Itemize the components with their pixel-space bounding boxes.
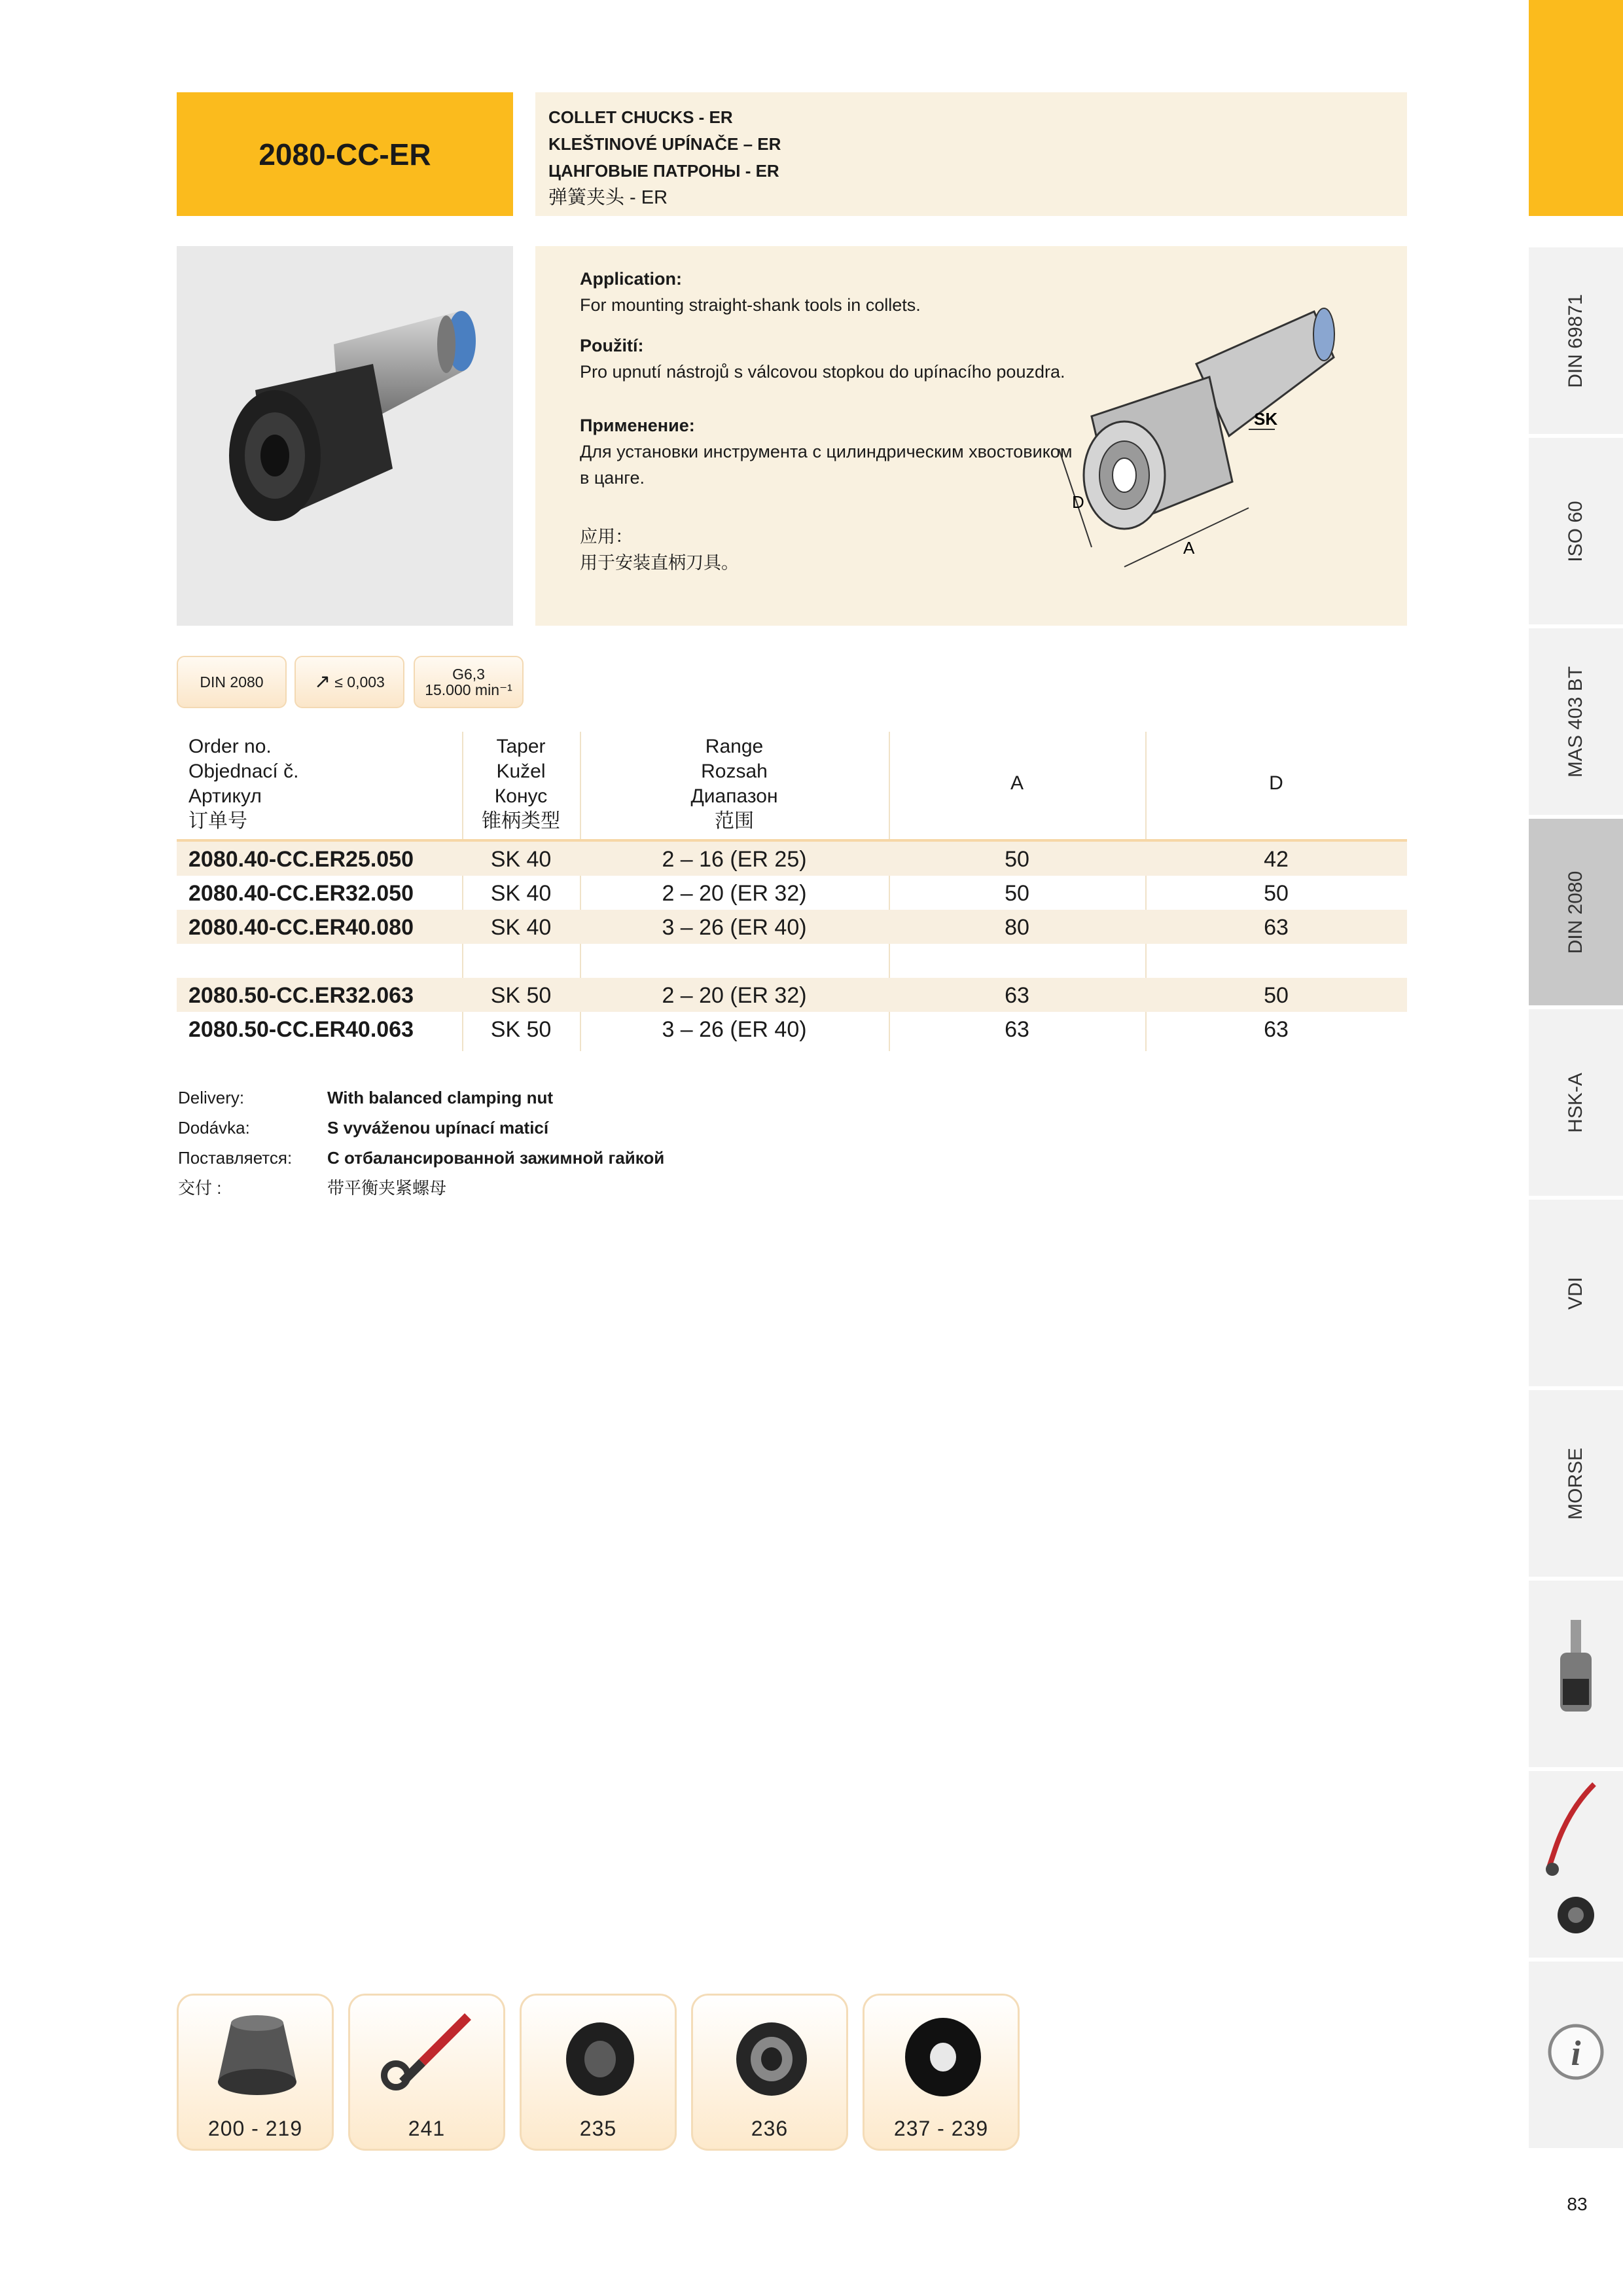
drawing-label-sk: SK xyxy=(1254,409,1278,429)
delivery-label-zh: 交付 : xyxy=(178,1178,222,1198)
header-taper xyxy=(462,734,580,834)
order-table xyxy=(177,732,1407,1052)
taper-cell: SK 50 xyxy=(490,1017,552,1042)
table-row xyxy=(177,910,1407,944)
tab-label: DIN 2080 xyxy=(1565,870,1586,954)
delivery-label-ru: Поставляется: xyxy=(178,1148,293,1168)
application-zh-heading: 应用： xyxy=(580,527,633,547)
balance-speed: 15.000 min⁻¹ xyxy=(425,681,512,698)
wrench-icon xyxy=(376,2010,481,2102)
product-photo xyxy=(177,246,513,626)
product-title-block xyxy=(535,92,1407,216)
delivery-value-en: With balanced clamping nut xyxy=(327,1088,554,1107)
taper-cell: SK 40 xyxy=(490,847,552,872)
delivery-value-zh: 带平衡夹紧螺母 xyxy=(327,1178,447,1198)
delivery-labels xyxy=(178,1083,292,1203)
tab-morse[interactable] xyxy=(1529,1390,1623,1579)
header-range xyxy=(580,734,889,834)
drawing-label-a: A xyxy=(1183,538,1195,558)
tab-label: DIN 69871 xyxy=(1565,293,1586,388)
info-icon xyxy=(1529,1962,1623,2150)
tab-din-69871[interactable] xyxy=(1529,247,1623,436)
application-zh-text: 用于安装直柄刀具。 xyxy=(580,553,739,573)
range-cell: 2 – 20 (ER 32) xyxy=(662,881,807,906)
range-cell: 3 – 26 (ER 40) xyxy=(662,915,807,940)
application-en-heading: Application: xyxy=(580,269,682,289)
accessory-page-ref: 237 - 239 xyxy=(893,2117,989,2140)
title-en: COLLET CHUCKS - ER xyxy=(548,107,733,127)
header-order xyxy=(188,734,298,834)
accessory-collets[interactable] xyxy=(177,1994,334,2151)
header-taper-en: Taper xyxy=(496,736,546,757)
order-number: 2080.50-CC.ER32.063 xyxy=(188,983,414,1008)
application-en-text: For mounting straight-shank tools in collets. xyxy=(580,295,921,315)
product-code: 2080-CC-ER xyxy=(177,92,513,216)
a-cell: 80 xyxy=(1005,915,1029,940)
balance-badge xyxy=(414,656,524,708)
table-row xyxy=(177,876,1407,910)
runout-badge-label: ≤ 0,003 xyxy=(334,673,385,691)
range-cell: 2 – 20 (ER 32) xyxy=(662,983,807,1008)
header-order-ru: Артикул xyxy=(188,785,262,807)
application-panel xyxy=(535,246,1407,626)
tab-din-2080[interactable] xyxy=(1529,819,1623,1007)
taper-cell: SK 50 xyxy=(490,983,552,1008)
header-order-en: Order no. xyxy=(188,736,272,757)
tab-drill-chuck[interactable] xyxy=(1529,1581,1623,1769)
header-range-en: Range xyxy=(705,736,764,757)
header-a: A xyxy=(1010,772,1024,794)
application-cz-heading: Použití: xyxy=(580,336,644,355)
drawing-label-d: D xyxy=(1072,492,1084,512)
delivery-value-cz: S vyváženou upínací maticí xyxy=(327,1118,549,1138)
wrench-nut-icon xyxy=(1529,1771,1623,1960)
header-order-cz: Objednací č. xyxy=(188,761,299,782)
din-badge xyxy=(177,656,287,708)
sealing-nut-icon xyxy=(891,2010,995,2102)
application-ru-text-2: в цанге. xyxy=(580,468,645,488)
header-range-cz: Rozsah xyxy=(701,761,768,782)
accessory-bearing-nut[interactable] xyxy=(691,1994,848,2151)
accessory-page-ref: 200 - 219 xyxy=(207,2117,303,2140)
a-cell: 63 xyxy=(1005,1017,1029,1042)
order-number: 2080.40-CC.ER40.080 xyxy=(188,915,414,940)
accessory-sealing-nut[interactable] xyxy=(863,1994,1020,2151)
delivery-values xyxy=(327,1083,664,1203)
a-cell: 50 xyxy=(1005,847,1029,872)
accessory-page-ref: 235 xyxy=(579,2117,617,2140)
collet-chuck-photo xyxy=(177,246,513,626)
runout-arrow-icon: ↗ xyxy=(314,671,331,692)
d-cell: 50 xyxy=(1264,983,1289,1008)
delivery-label-en: Delivery: xyxy=(178,1088,245,1107)
d-cell: 42 xyxy=(1264,847,1289,872)
order-number: 2080.40-CC.ER25.050 xyxy=(188,847,414,872)
tab-mas-403-bt[interactable] xyxy=(1529,628,1623,817)
tab-vdi[interactable] xyxy=(1529,1200,1623,1388)
accessory-page-ref: 241 xyxy=(408,2117,446,2140)
accessory-wrench[interactable] xyxy=(348,1994,505,2151)
header-d: D xyxy=(1269,772,1283,794)
a-cell: 50 xyxy=(1005,881,1029,906)
range-cell: 2 – 16 (ER 25) xyxy=(662,847,807,872)
tab-label: HSK-A xyxy=(1565,1072,1586,1133)
table-row xyxy=(177,1012,1407,1046)
side-accent-block xyxy=(1529,0,1623,216)
application-ru-text-1: Для установки инструмента с цилиндрическим хвостовиком xyxy=(580,442,1073,461)
page-number: 83 xyxy=(1567,2194,1588,2214)
title-cz: KLEŠTINOVÉ UPÍNAČE – ER xyxy=(548,134,781,154)
din-badge-label: DIN 2080 xyxy=(200,673,264,691)
application-cz-text: Pro upnutí nástrojů s válcovou stopkou do upínacího pouzdra. xyxy=(580,362,1065,382)
tab-info[interactable] xyxy=(1529,1962,1623,2150)
d-cell: 63 xyxy=(1264,915,1289,940)
balance-grade: G6,3 xyxy=(452,666,485,683)
tab-wrench-nut[interactable] xyxy=(1529,1771,1623,1960)
bearing-nut-icon xyxy=(719,2010,824,2102)
header-taper-ru: Конус xyxy=(494,785,548,807)
runout-badge xyxy=(294,656,404,708)
order-number: 2080.50-CC.ER40.063 xyxy=(188,1017,414,1042)
collet-icon xyxy=(205,2010,310,2102)
d-cell: 63 xyxy=(1264,1017,1289,1042)
accessory-page-ref: 236 xyxy=(751,2117,789,2140)
a-cell: 63 xyxy=(1005,983,1029,1008)
tab-label: VDI xyxy=(1565,1276,1586,1310)
range-cell: 3 – 26 (ER 40) xyxy=(662,1017,807,1042)
title-ru: ЦАНГОВЫЕ ПАТРОНЫ - ER xyxy=(548,161,779,181)
tab-hsk-a[interactable] xyxy=(1529,1009,1623,1198)
svg-text:i: i xyxy=(1571,2034,1581,2073)
header-order-zh: 订单号 xyxy=(188,810,247,832)
drill-chuck-icon xyxy=(1529,1581,1623,1769)
header-range-ru: Диапазон xyxy=(690,785,778,807)
order-number: 2080.40-CC.ER32.050 xyxy=(188,881,414,906)
title-zh: 弹簧夹头 - ER xyxy=(548,187,668,208)
clamping-nut-icon xyxy=(548,2010,652,2102)
taper-cell: SK 40 xyxy=(490,915,552,940)
table-row xyxy=(177,842,1407,876)
tab-label: MORSE xyxy=(1565,1447,1586,1520)
tab-iso-60[interactable] xyxy=(1529,438,1623,626)
d-cell: 50 xyxy=(1264,881,1289,906)
taper-cell: SK 40 xyxy=(490,881,552,906)
application-ru-heading: Применение: xyxy=(580,416,695,435)
table-row xyxy=(177,978,1407,1012)
header-taper-cz: Kužel xyxy=(496,761,546,782)
tab-label: ISO 60 xyxy=(1565,500,1586,562)
technical-drawing xyxy=(1052,285,1380,613)
tab-label: MAS 403 BT xyxy=(1565,666,1586,778)
header-taper-zh: 锥柄类型 xyxy=(482,810,560,832)
delivery-label-cz: Dodávka: xyxy=(178,1118,250,1138)
header-range-zh: 范围 xyxy=(715,810,754,832)
delivery-value-ru: С отбалансированной зажимной гайкой xyxy=(327,1148,665,1168)
accessory-clamping-nut[interactable] xyxy=(520,1994,677,2151)
